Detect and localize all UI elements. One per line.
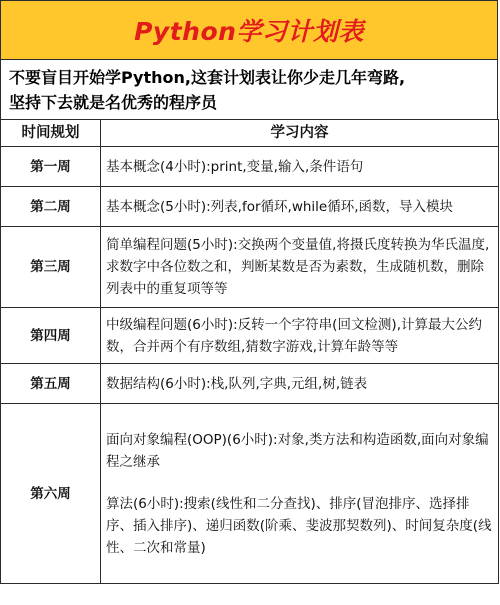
table-row <box>1 404 499 584</box>
content-text: 算法(6小时):搜索(线性和二分查找)、排序(冒泡排序、选择排序、插入排序)、递归函数(阶乘、斐波那契数列)、时间复杂度(线性、二次和常量) <box>106 495 492 556</box>
week-cell: 第六周 <box>1 404 101 584</box>
subtitle-line-1: 不要盲目开始学Python,这套计划表让你少走几年弯路, <box>9 68 406 87</box>
week-cell: 第一周 <box>1 147 101 187</box>
subtitle-line-2: 坚持下去就是名优秀的程序员 <box>9 93 218 112</box>
week-cell: 第二周 <box>1 187 101 227</box>
week-cell: 第四周 <box>1 308 101 364</box>
subtitle <box>0 60 498 119</box>
table-row <box>1 364 499 404</box>
content-text: 简单编程问题(5小时):交换两个变量值,将摄氏度转换为华氏温度,求数字中各位数之和，判断某数是否为素数，生成随机数，删除列表中的重复项等等 <box>106 237 490 297</box>
table-row <box>1 147 499 187</box>
header-content: 学习内容 <box>101 120 499 147</box>
content-cell <box>101 147 499 187</box>
content-cell <box>101 227 499 308</box>
content-cell <box>101 308 499 364</box>
table-row <box>1 308 499 364</box>
plan-table <box>0 119 499 584</box>
table-row <box>1 227 499 308</box>
table-header-row <box>1 120 499 147</box>
content-cell <box>101 364 499 404</box>
page-title: Python学习计划表 <box>134 17 364 46</box>
header-time: 时间规划 <box>1 120 101 147</box>
title-banner <box>0 0 498 60</box>
content-text: 数据结构(6小时):栈,队列,字典,元组,树,链表 <box>106 375 368 392</box>
content-cell <box>101 187 499 227</box>
week-cell: 第五周 <box>1 364 101 404</box>
content-text: 基本概念(4小时):print,变量,输入,条件语句 <box>106 158 364 175</box>
content-text: 基本概念(5小时):列表,for循环,while循环,函数，导入模块 <box>106 198 454 215</box>
content-cell <box>101 404 499 584</box>
content-text: 面向对象编程(OOP)(6小时):对象,类方法和构造函数,面向对象编程之继承 <box>106 431 489 470</box>
content-text: 中级编程问题(6小时):反转一个字符串(回文检测),计算最大公约数，合并两个有序数组,猜数字游戏,计算年龄等等 <box>106 316 482 355</box>
paragraph-gap <box>106 473 494 493</box>
table-row <box>1 187 499 227</box>
week-cell: 第三周 <box>1 227 101 308</box>
